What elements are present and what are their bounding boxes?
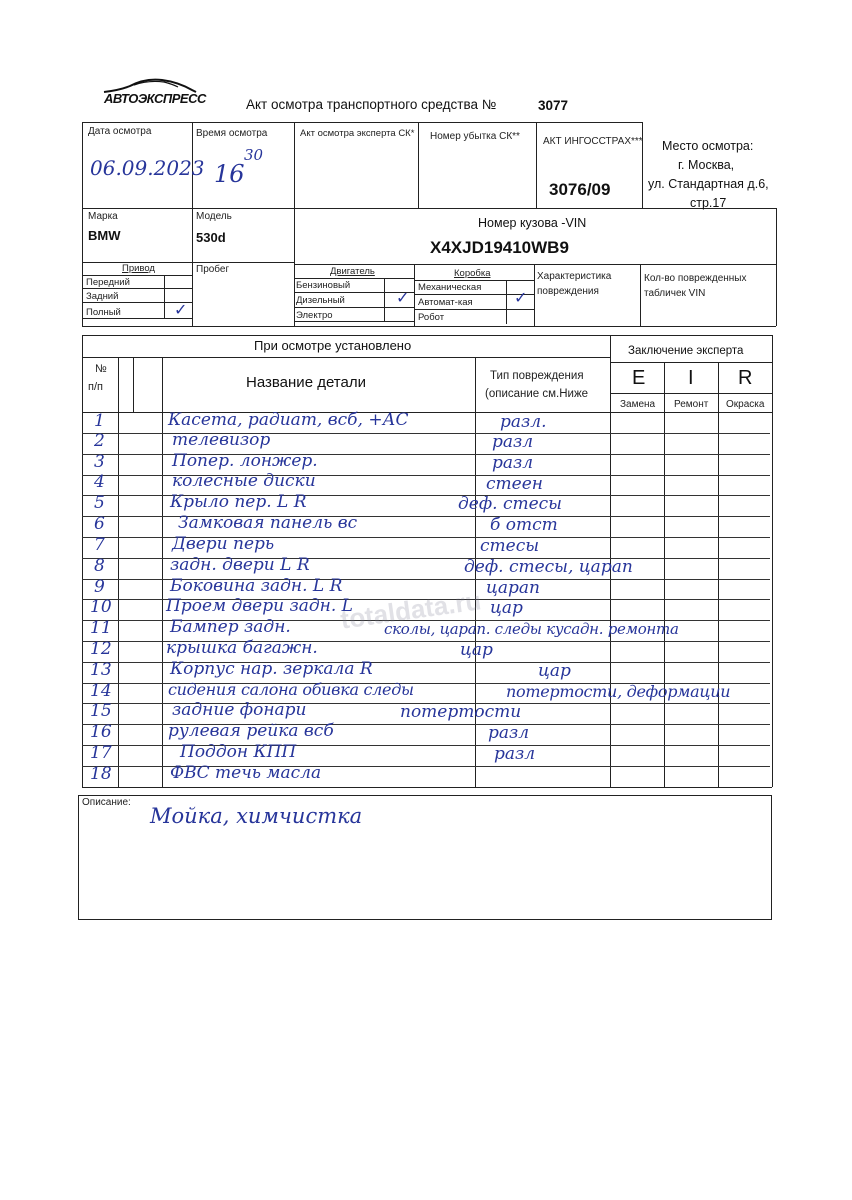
row-damage: б отст xyxy=(490,515,558,535)
engine-electric: Электро xyxy=(296,310,333,321)
row-number: 4 xyxy=(94,472,105,492)
row-number: 1 xyxy=(94,411,105,431)
expert-act-label: Акт осмотра эксперта СК* xyxy=(300,128,415,139)
place-line3: стр.17 xyxy=(690,196,727,210)
num-label: № xyxy=(95,363,107,375)
row-damage: разл xyxy=(488,723,530,743)
replace-header: Замена xyxy=(620,399,656,410)
engine-petrol: Бензиновый xyxy=(296,280,351,291)
vin-plates-label-1: Кол-во поврежденных xyxy=(644,273,747,284)
row-damage: цар xyxy=(538,661,571,681)
r-header: R xyxy=(738,367,753,389)
row-part: рулевая рейка всб xyxy=(168,721,334,741)
damage-characteristic-label-2: повреждения xyxy=(537,286,599,297)
row-damage: царап xyxy=(486,578,540,598)
drive-front: Передний xyxy=(86,277,130,288)
row-part: телевизор xyxy=(172,430,271,450)
row-number: 10 xyxy=(90,597,112,617)
act-number: 3077 xyxy=(538,98,569,113)
row-part: Двери перь xyxy=(172,534,275,554)
row-damage: цар xyxy=(460,640,493,660)
i-header: I xyxy=(688,367,694,389)
row-damage: цар xyxy=(490,598,523,618)
row-damage: разл xyxy=(492,453,534,473)
row-part: задн. двери L R xyxy=(170,555,310,575)
page-title: Акт осмотра транспортного средства № xyxy=(246,97,497,112)
row-number: 16 xyxy=(90,722,112,742)
row-part: Попер. лонжер. xyxy=(172,451,318,471)
row-number: 14 xyxy=(90,681,112,701)
row-number: 3 xyxy=(94,452,105,472)
row-part: сидения салона обивка следы xyxy=(168,680,414,699)
row-part: Боковина задн. L R xyxy=(170,576,343,596)
row-damage: деф. стесы, царап xyxy=(464,557,633,577)
engine-diesel-checkmark-icon: ✓ xyxy=(396,288,410,307)
place-line1: г. Москва, xyxy=(678,158,735,172)
place-line2: ул. Стандартная д.6, xyxy=(648,177,769,191)
date-label: Дата осмотра xyxy=(88,126,152,137)
drive-rear: Задний xyxy=(86,291,119,302)
gearbox-auto-checkmark-icon: ✓ xyxy=(514,288,528,307)
row-number: 6 xyxy=(94,514,105,534)
time-hours: 16 xyxy=(214,160,245,188)
place-label: Место осмотра: xyxy=(662,139,754,153)
model-value: 530d xyxy=(196,230,226,245)
row-part: Замковая панель вс xyxy=(178,513,358,533)
watermark: totaldata.ru xyxy=(338,585,483,635)
model-label: Модель xyxy=(196,211,232,222)
date-value: 06.09.2023 xyxy=(90,156,205,180)
drive-label: Привод xyxy=(122,263,155,274)
vin-plates-label-2: табличек VIN xyxy=(644,288,706,299)
row-number: 15 xyxy=(90,701,112,721)
row-part: Бампер задн. xyxy=(170,617,291,637)
row-damage: разл. xyxy=(500,412,547,432)
gearbox-manual: Механическая xyxy=(418,282,482,293)
drive-full-checkmark-icon: ✓ xyxy=(174,300,188,319)
loss-number-label: Номер убытка СК** xyxy=(430,131,520,142)
row-number: 13 xyxy=(90,660,112,680)
ingos-value: 3076/09 xyxy=(549,180,611,199)
row-part: Поддон КПП xyxy=(180,742,297,762)
row-number: 5 xyxy=(94,493,105,513)
mileage-label: Пробег xyxy=(196,264,230,275)
repair-header: Ремонт xyxy=(674,399,709,410)
row-part: задние фонари xyxy=(172,700,307,720)
row-part: Касета, радиат, всб, +АС xyxy=(168,410,409,430)
drive-full: Полный xyxy=(86,307,121,318)
section-title: При осмотре установлено xyxy=(254,338,412,353)
engine-diesel: Дизельный xyxy=(296,295,345,306)
row-damage: потертости, деформации xyxy=(506,682,731,701)
row-damage: стеен xyxy=(486,474,543,494)
row-damage: потертости xyxy=(400,702,522,722)
row-damage: сколы, царап. следы кусадн. ремонта xyxy=(384,620,679,638)
e-header: E xyxy=(632,367,646,389)
gearbox-label: Коробка xyxy=(454,268,491,279)
part-name-header: Название детали xyxy=(246,374,366,391)
ingos-label: АКТ ИНГОССТРАХ*** xyxy=(543,136,643,147)
row-number: 17 xyxy=(90,743,112,763)
vin-value: X4XJD19410WB9 xyxy=(430,238,569,257)
row-number: 9 xyxy=(94,577,105,597)
conclusion-title: Заключение эксперта xyxy=(628,345,744,357)
gearbox-auto: Автомат-кая xyxy=(418,297,473,308)
row-part: ФВС течь масла xyxy=(170,763,322,783)
row-damage: деф. стесы xyxy=(458,494,563,514)
logo xyxy=(100,76,206,110)
row-number: 18 xyxy=(90,764,112,784)
damage-characteristic-label-1: Характеристика xyxy=(537,271,612,282)
num-label-2: п/п xyxy=(88,381,103,393)
damage-type-header-1: Тип повреждения xyxy=(490,370,584,382)
time-minutes: 30 xyxy=(244,146,264,164)
row-part: колесные диски xyxy=(172,471,316,491)
time-label: Время осмотра xyxy=(196,128,268,139)
description-value: Мойка, химчистка xyxy=(150,804,363,828)
vin-label: Номер кузова -VIN xyxy=(478,216,587,230)
row-number: 12 xyxy=(90,639,112,659)
row-damage: разл xyxy=(492,432,534,452)
row-number: 2 xyxy=(94,431,105,451)
description-label: Описание: xyxy=(82,797,131,808)
gearbox-robot: Робот xyxy=(418,312,445,323)
row-number: 8 xyxy=(94,556,105,576)
paint-header: Окраска xyxy=(726,399,765,410)
damage-type-header-2: (описание см.Ниже xyxy=(485,388,589,400)
row-number: 11 xyxy=(90,618,112,638)
engine-label: Двигатель xyxy=(330,266,375,277)
row-part: Проем двери задн. L xyxy=(166,596,353,616)
make-label: Марка xyxy=(88,211,118,222)
row-damage: разл xyxy=(494,744,536,764)
make-value: BMW xyxy=(88,228,121,243)
row-damage: стесы xyxy=(480,536,540,556)
row-part: Корпус нар. зеркала R xyxy=(170,659,373,679)
row-number: 7 xyxy=(94,535,105,555)
logo-text: АВТОЭКСПРЕСС xyxy=(104,91,206,106)
row-part: Крыло пер. L R xyxy=(170,492,307,512)
row-part: крышка багажн. xyxy=(166,638,318,658)
